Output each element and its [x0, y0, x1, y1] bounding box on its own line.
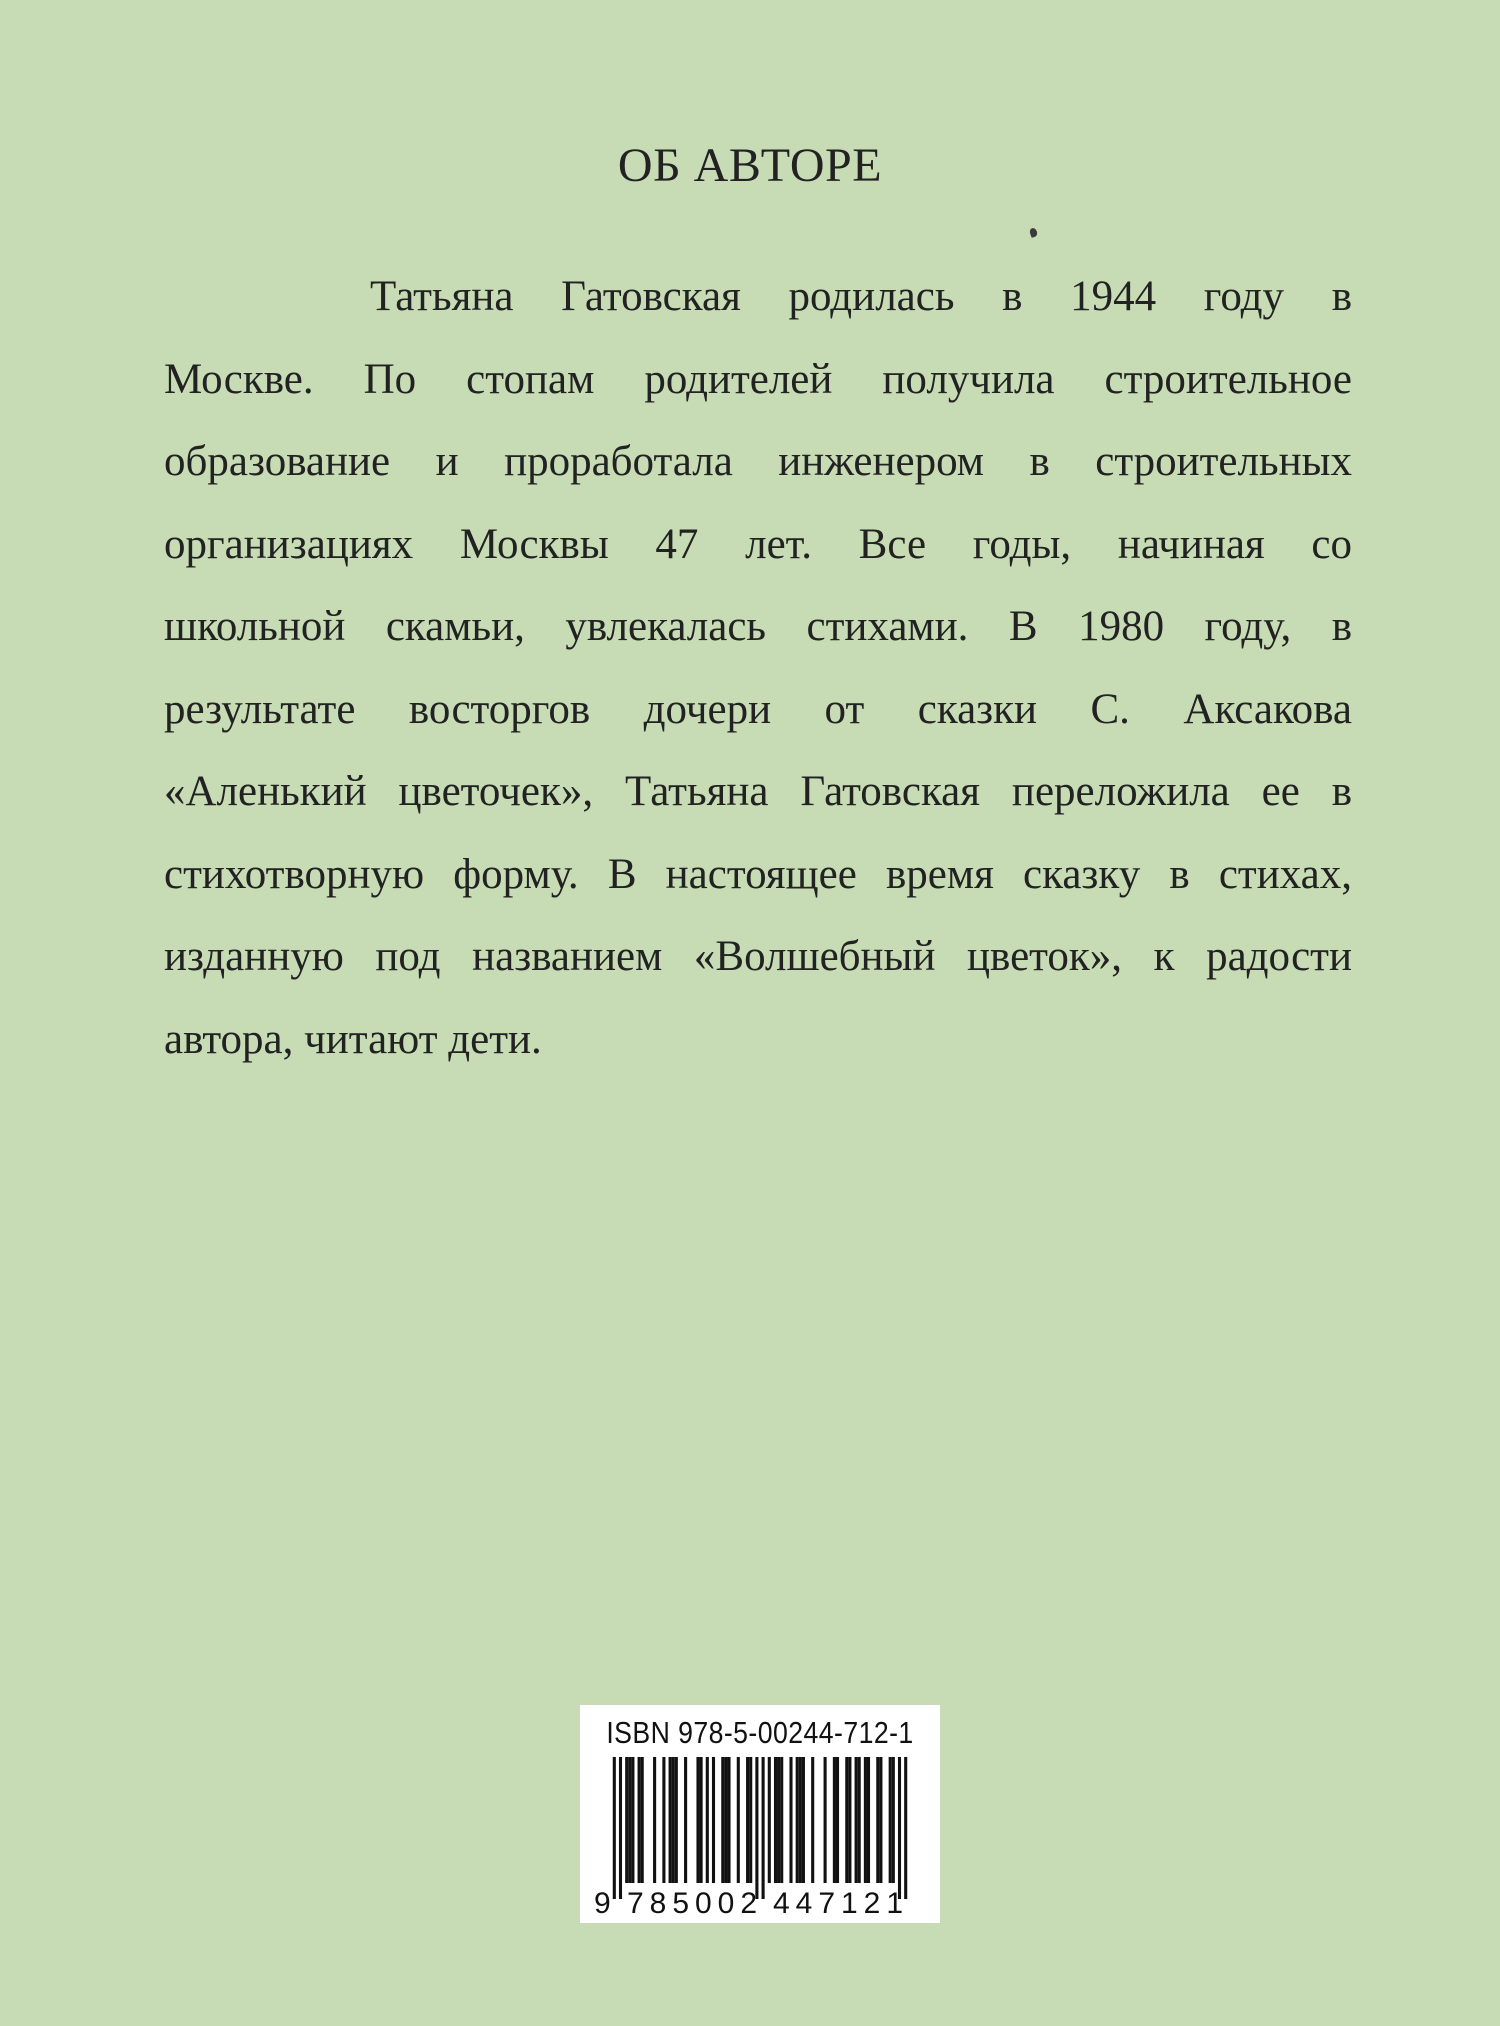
barcode-bar — [799, 1757, 802, 1883]
barcode-bar — [669, 1757, 672, 1883]
bio-line: результате восторгов дочери от сказки С. Аксакова — [164, 685, 1352, 733]
barcode-bar — [867, 1757, 870, 1883]
bio-line: стихотворную форму. В настоящее время сказку в стихах, — [164, 850, 1352, 898]
bio-line: организациях Москвы 47 лет. Все годы, начиная со — [164, 520, 1352, 568]
barcode-bar — [879, 1757, 882, 1883]
barcode-bar — [696, 1757, 699, 1883]
bio-line: Татьяна Гатовская родилась в 1944 году в — [370, 273, 1352, 320]
barcode-bar — [700, 1757, 703, 1883]
barcode-bar — [727, 1757, 730, 1883]
author-bio — [164, 256, 1352, 1081]
barcode-bar — [824, 1757, 827, 1883]
barcode-digit-first: 9 — [594, 1887, 611, 1920]
barcode-bar — [904, 1757, 907, 1899]
barcode-bar — [777, 1757, 780, 1883]
barcode-bar — [662, 1757, 665, 1883]
bio-line: школьной скамьи, увлекалась стихами. В 1980 году, в — [164, 603, 1352, 650]
barcode-bar — [848, 1757, 851, 1883]
barcode-bar — [684, 1757, 687, 1883]
barcode-bar — [628, 1757, 631, 1883]
barcode-bars — [613, 1757, 908, 1899]
barcode-bar — [889, 1757, 892, 1883]
barcode-bar — [811, 1757, 814, 1883]
barcode-digits-right: 447121 — [773, 1887, 903, 1920]
barcode-bar — [833, 1757, 836, 1883]
barcode-bar — [845, 1757, 848, 1883]
barcode-bar — [631, 1757, 634, 1883]
barcode-bar — [876, 1757, 879, 1883]
print-speck — [1029, 227, 1039, 238]
barcode-bar — [619, 1757, 622, 1899]
barcode-bar — [641, 1757, 644, 1883]
barcode-bar — [625, 1757, 628, 1883]
isbn-barcode — [580, 1705, 940, 1923]
barcode-bar — [746, 1757, 749, 1883]
barcode-bar — [780, 1757, 783, 1883]
barcode-bar — [675, 1757, 678, 1883]
barcode-bar — [802, 1757, 805, 1883]
bio-line: образование и проработала инженером в строительных — [164, 438, 1352, 485]
barcode-bar — [706, 1757, 709, 1883]
barcode-bar — [613, 1757, 616, 1899]
barcode-bar — [724, 1757, 727, 1883]
bio-line: Москве. По стопам родителей получила строительное — [164, 355, 1352, 403]
barcode-bar — [836, 1757, 839, 1883]
barcode-bar — [864, 1757, 867, 1883]
barcode-bar — [898, 1757, 901, 1899]
bio-line: изданную под названием «Волшебный цветок», к радости — [164, 933, 1352, 980]
bio-line: автора, читают дети. — [164, 1015, 542, 1063]
barcode-bar — [892, 1757, 895, 1883]
barcode-bar — [712, 1757, 715, 1883]
barcode-bar — [638, 1757, 641, 1883]
barcode-bar — [653, 1757, 656, 1883]
barcode-bar — [796, 1757, 799, 1883]
barcode-bar — [855, 1757, 858, 1883]
barcode-bar — [721, 1757, 724, 1883]
barcode-bar — [672, 1757, 675, 1883]
barcode-bar — [858, 1757, 861, 1883]
barcode-bar — [749, 1757, 752, 1883]
barcode-bar — [762, 1757, 765, 1899]
barcode-bar — [737, 1757, 740, 1883]
barcode-digits-left: 785002 — [627, 1887, 757, 1920]
barcode-bar — [789, 1757, 792, 1883]
barcode-graphic — [580, 1705, 940, 1923]
barcode-bar — [755, 1757, 758, 1899]
isbn-label: ISBN 978-5-00244-712-1 — [606, 1715, 914, 1750]
barcode-bar — [774, 1757, 777, 1883]
section-heading: ОБ АВТОРЕ — [617, 139, 883, 192]
bio-line: «Аленький цветочек», Татьяна Гатовская переложила ее в — [164, 768, 1352, 815]
barcode-bar — [768, 1757, 771, 1883]
